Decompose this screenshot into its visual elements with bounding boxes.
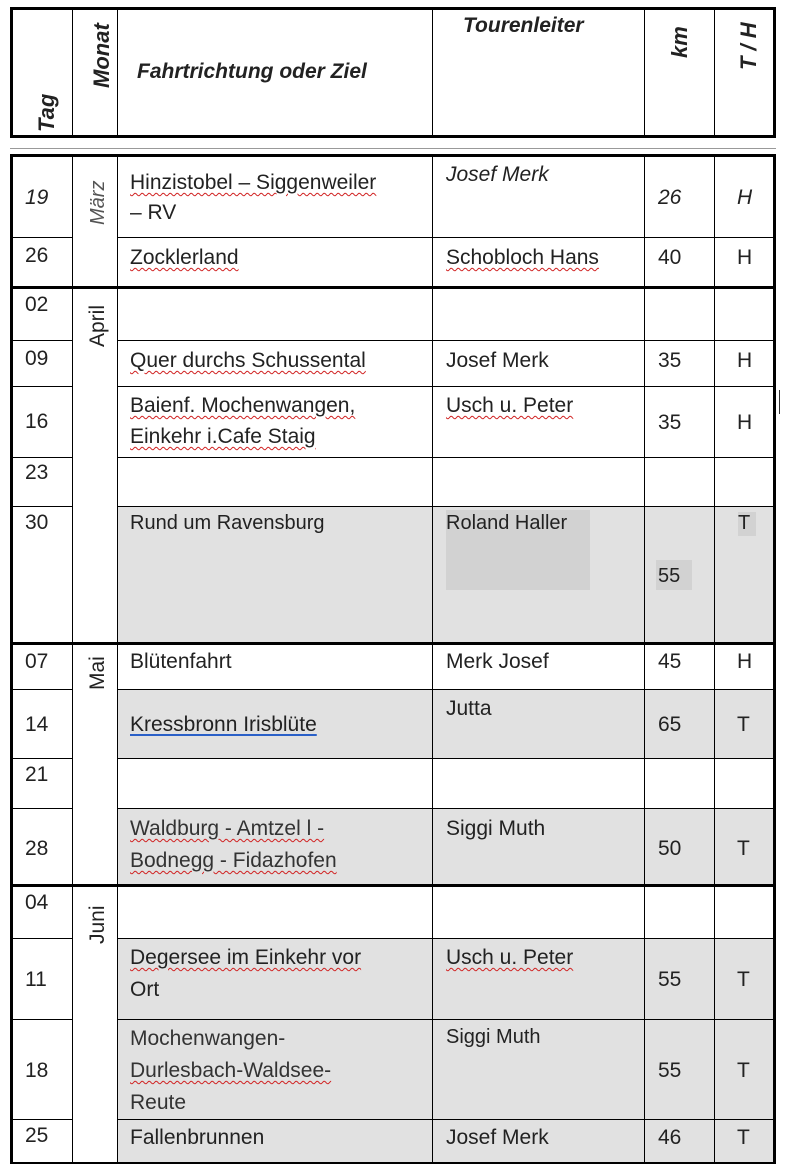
row-line <box>10 938 72 939</box>
leiter-18: Siggi Muth <box>446 1026 541 1048</box>
header-col-line <box>72 7 73 138</box>
row-line <box>10 758 72 759</box>
col-line <box>432 154 433 1164</box>
tag-21: 21 <box>25 763 49 786</box>
header-col-line <box>644 7 645 138</box>
row-line <box>117 237 776 238</box>
tag-30: 30 <box>25 511 49 534</box>
row-line <box>10 506 72 507</box>
th-16: H <box>737 411 753 434</box>
header-bottom-border <box>10 135 776 138</box>
leiter-11 <box>446 943 573 973</box>
header-monat: Monat <box>89 23 114 88</box>
ziel-28-text2: Bodnegg - Fidazhofen <box>130 849 337 872</box>
tag-02: 02 <box>25 293 49 316</box>
ziel-07: Blütenfahrt <box>130 650 232 673</box>
km-25: 46 <box>658 1126 682 1149</box>
tag-11: 11 <box>25 968 47 991</box>
km-14: 65 <box>658 713 682 736</box>
ziel-14-link[interactable]: Kressbronn Irisblüte <box>130 713 317 736</box>
text-cursor-mark <box>779 390 780 414</box>
tag-25: 25 <box>25 1124 49 1147</box>
leiter-16 <box>446 391 573 421</box>
th-09: H <box>737 349 753 372</box>
ziel-16-line2 <box>130 422 316 452</box>
month-separator <box>10 286 776 289</box>
col-line <box>714 154 715 1164</box>
th-30: T <box>738 512 751 534</box>
leiter-09: Josef Merk <box>446 349 549 372</box>
header-left-border <box>10 7 13 138</box>
row-line <box>117 689 776 690</box>
tag-14: 14 <box>25 713 49 736</box>
month-mai: Mai <box>86 656 109 690</box>
km-07: 45 <box>658 650 682 673</box>
th-25: T <box>737 1126 750 1149</box>
month-separator <box>10 642 776 645</box>
th-07: H <box>737 650 753 673</box>
tag-26: 26 <box>25 244 49 267</box>
km-11: 55 <box>658 968 682 991</box>
header-right-border <box>773 7 776 138</box>
row-line <box>10 237 72 238</box>
th-18: T <box>737 1059 750 1082</box>
tag-18: 18 <box>25 1059 49 1082</box>
row-line <box>10 340 72 341</box>
ziel-16-text2: Einkehr i.Cafe Staig <box>130 425 316 448</box>
row-line <box>117 1119 776 1120</box>
col-line <box>72 154 73 1164</box>
ziel-09-text: Quer durchs Schussental <box>130 349 366 372</box>
km-19: 26 <box>658 186 682 209</box>
month-maerz: März <box>87 180 109 225</box>
tag-16: 16 <box>25 410 49 433</box>
tag-19: 19 <box>25 186 49 209</box>
ziel-19-line1 <box>130 168 376 198</box>
ziel-16-line1 <box>130 391 355 421</box>
body-left-border <box>10 154 13 1164</box>
th-19: H <box>737 186 753 209</box>
col-line <box>117 154 118 1164</box>
ziel-26-text: Zocklerland <box>130 246 239 269</box>
ziel-18-line1: Mochenwangen- <box>130 1027 286 1050</box>
row-line <box>10 1119 72 1120</box>
ziel-28-line2 <box>130 846 337 876</box>
th-26: H <box>737 246 753 269</box>
row-line <box>10 386 72 387</box>
row-line <box>10 808 72 809</box>
row-line <box>117 1019 776 1020</box>
header-col-line <box>117 7 118 138</box>
ziel-25: Fallenbrunnen <box>130 1126 265 1149</box>
ziel-30: Rund um Ravensburg <box>130 512 325 534</box>
ziel-16-text1: Baienf. Mochenwangen, <box>130 394 356 417</box>
tag-23: 23 <box>25 461 49 484</box>
header-th: T / H <box>736 22 761 70</box>
header-tag: Tag <box>34 93 59 132</box>
body-top-border <box>10 154 776 157</box>
tag-07: 07 <box>25 650 49 673</box>
header-ziel: Fahrtrichtung oder Ziel <box>137 60 367 83</box>
leiter-11-text: Usch u. Peter <box>446 946 574 969</box>
ziel-18-line3: Reute <box>130 1091 187 1114</box>
th-14: T <box>737 713 750 736</box>
km-26: 40 <box>658 246 682 269</box>
km-30: 55 <box>658 565 681 587</box>
leiter-25: Josef Merk <box>446 1126 549 1149</box>
ziel-18-text2: Durlesbach-Waldsee- <box>130 1059 332 1082</box>
row-line <box>117 340 776 341</box>
th-28: T <box>737 837 750 860</box>
ziel-28-line1 <box>130 814 324 844</box>
header-km: km <box>667 26 692 58</box>
tag-09: 09 <box>25 347 49 370</box>
separator-line <box>10 148 776 149</box>
col-line <box>644 154 645 1164</box>
ziel-09 <box>130 346 366 376</box>
km-09: 35 <box>658 349 682 372</box>
header-top-border <box>10 7 776 10</box>
leiter-26 <box>446 243 599 273</box>
th-11: T <box>737 968 750 991</box>
month-juni: Juni <box>86 905 109 944</box>
header-leiter: Tourenleiter <box>463 14 584 37</box>
header-col-line <box>432 7 433 138</box>
leiter-16-text: Usch u. Peter <box>446 394 574 417</box>
body-bottom-border <box>10 1162 776 1164</box>
km-18: 55 <box>658 1059 682 1082</box>
leiter-19: Josef Merk <box>446 163 549 186</box>
leiter-28: Siggi Muth <box>446 817 546 840</box>
row-line <box>117 457 776 458</box>
ziel-19-text: Hinzistobel – Siggenweiler <box>130 171 377 194</box>
ziel-28-text1: Waldburg - Amtzel l - <box>130 817 325 840</box>
ziel-11-line2: Ort <box>130 978 160 1001</box>
row-line <box>117 758 776 759</box>
ziel-19-line2: – RV <box>130 201 177 224</box>
ziel-11-line1 <box>130 943 361 973</box>
header-col-line <box>714 7 715 138</box>
leiter-07: Merk Josef <box>446 650 549 673</box>
body-right-border <box>773 154 776 1164</box>
ziel-14 <box>130 710 317 740</box>
leiter-14: Jutta <box>446 697 492 720</box>
row-line <box>117 386 776 387</box>
leiter-26-text: Schobloch Hans <box>446 246 599 269</box>
ziel-26 <box>130 243 239 273</box>
row-line <box>10 689 72 690</box>
tag-28: 28 <box>25 837 49 860</box>
row-line <box>117 506 776 507</box>
tag-04: 04 <box>25 891 49 914</box>
row-line <box>117 938 776 939</box>
month-april: April <box>86 304 109 347</box>
row-line <box>117 808 776 809</box>
row-line <box>10 1019 72 1020</box>
ziel-18-line2 <box>130 1056 331 1086</box>
month-separator <box>10 884 776 887</box>
leiter-30: Roland Haller <box>446 512 568 534</box>
ziel-11-text1: Degersee im Einkehr vor <box>130 946 362 969</box>
km-16: 35 <box>658 411 682 434</box>
km-28: 50 <box>658 837 682 860</box>
